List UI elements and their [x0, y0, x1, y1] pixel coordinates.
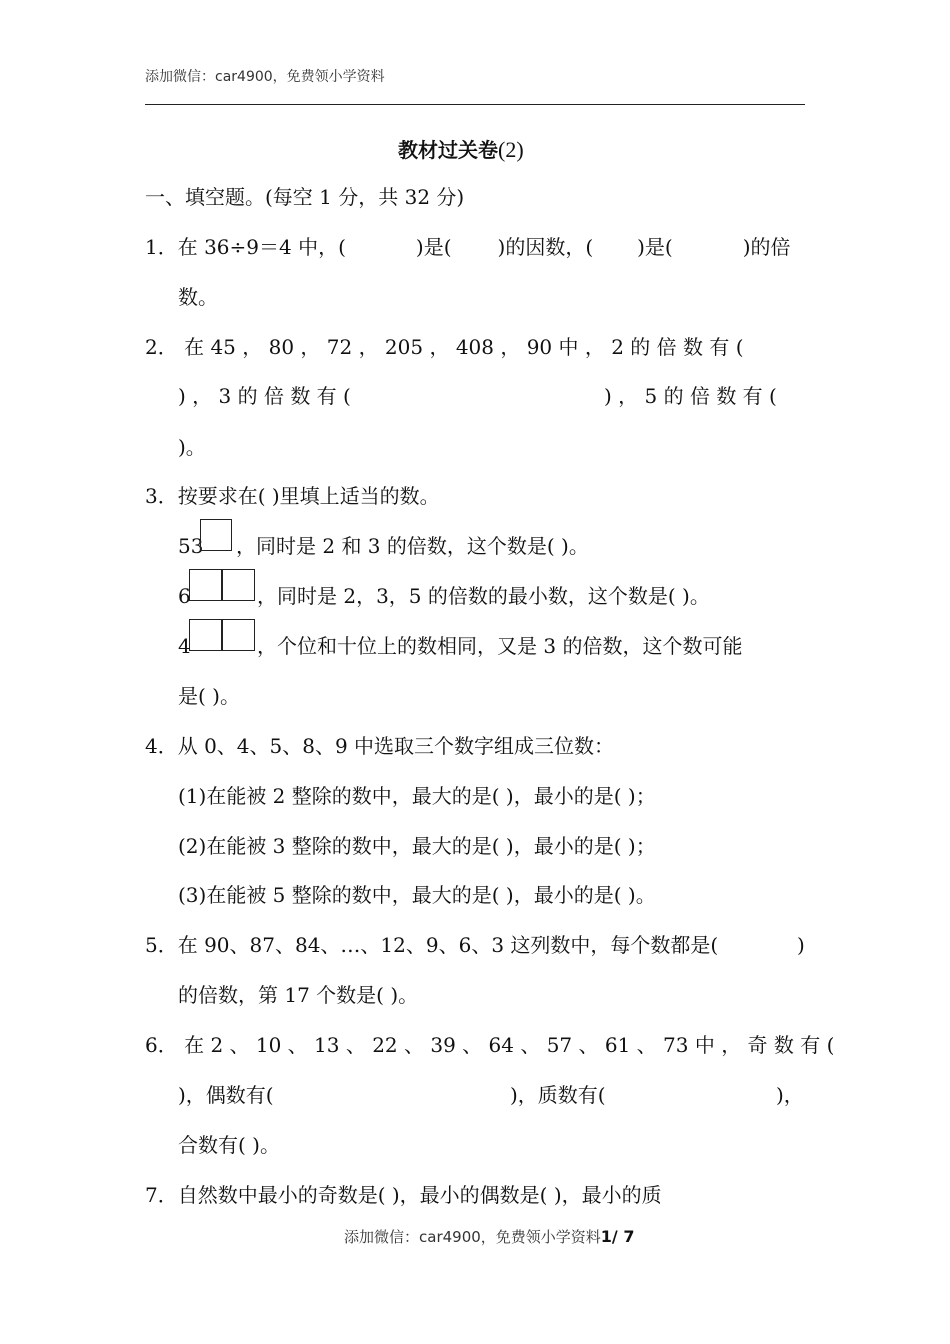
question-4-line-1: 4．从 0、4、5、8、9 中选取三个数字组成三位数： [145, 734, 615, 758]
question-5-line-1-end: ) [797, 933, 805, 957]
q3-c-prefix: 4 [178, 634, 191, 658]
q4-sub-2: (2)在能被 3 整除的数中，最大的是( )，最小的是( )； [178, 834, 656, 858]
q1-part-5: )的倍 [742, 235, 791, 259]
question-1-line-1 [145, 232, 791, 262]
answer-box [189, 569, 223, 601]
header-watermark: 添加微信：car4900，免费领小学资料 [145, 69, 385, 85]
q1-part-3: )的因数，( [497, 235, 594, 259]
question-6-line-3: 合数有( )。 [178, 1133, 280, 1157]
answer-box [221, 569, 255, 601]
footer-watermark: 添加微信：car4900，免费领小学资料 [344, 1228, 601, 1246]
q3-c-line-2: 是( )。 [178, 684, 240, 708]
answer-box [200, 519, 232, 551]
question-2-line-1: 2． 在 45 ， 80 ， 72 ， 205 ， 408 ， 90 中 ， 2 的 倍 数 有 ( [145, 335, 744, 359]
q3-a-prefix: 53 [178, 534, 204, 558]
page-number: 1/ 7 [600, 1227, 635, 1246]
section-heading: 一、填空题。(每空 1 分，共 32 分) [145, 185, 465, 209]
question-5-line-2: 的倍数，第 17 个数是( )。 [178, 983, 419, 1007]
title-number: (2) [498, 137, 524, 162]
question-5-line-1: 5．在 90、87、84、…、12、9、6、3 这列数中，每个数都是( [145, 933, 719, 957]
q3-b-prefix: 6 [178, 584, 191, 608]
q3-a-text: ，同时是 2 和 3 的倍数，这个数是( )。 [236, 534, 589, 558]
q3-b-text: ，同时是 2，3，5 的倍数的最小数，这个数是( )。 [257, 584, 710, 608]
question-7-line-1: 7．自然数中最小的奇数是( )，最小的偶数是( )，最小的质 [145, 1183, 662, 1207]
question-2-line-2b: ) ， 5 的 倍 数 有 ( [604, 384, 777, 408]
question-2-line-3: )。 [178, 435, 206, 459]
question-6-line-2c: )， [776, 1083, 804, 1107]
title-text: 教材过关卷 [398, 138, 498, 162]
answer-box [189, 619, 223, 651]
header-divider [145, 104, 805, 105]
q1-part-4: )是( [637, 235, 673, 259]
q3-c-text: ，个位和十位上的数相同，又是 3 的倍数，这个数可能 [257, 634, 743, 658]
question-3-line-1: 3．按要求在( )里填上适当的数。 [145, 484, 440, 508]
question-6-line-1: 6． 在 2 、 10 、 13 、 22 、 39 、 64 、 57 、 61 、 73 中 ， 奇 数 有 ( [145, 1033, 835, 1057]
q4-sub-1: (1)在能被 2 整除的数中，最大的是( )，最小的是( )； [178, 784, 656, 808]
footer [344, 1226, 634, 1247]
answer-box [221, 619, 255, 651]
q4-sub-3: (3)在能被 5 整除的数中，最大的是( )，最小的是( )。 [178, 883, 656, 907]
question-6-line-2a: )，偶数有( [178, 1083, 274, 1107]
page-title [398, 134, 524, 163]
q1-part-1: 1．在 36÷9＝4 中，( [145, 235, 346, 259]
question-6-line-2b: )，质数有( [510, 1083, 606, 1107]
question-2-line-2a: ) ， 3 的 倍 数 有 ( [178, 384, 351, 408]
q1-part-2: )是( [415, 235, 452, 259]
question-1-line-2: 数。 [178, 285, 218, 309]
